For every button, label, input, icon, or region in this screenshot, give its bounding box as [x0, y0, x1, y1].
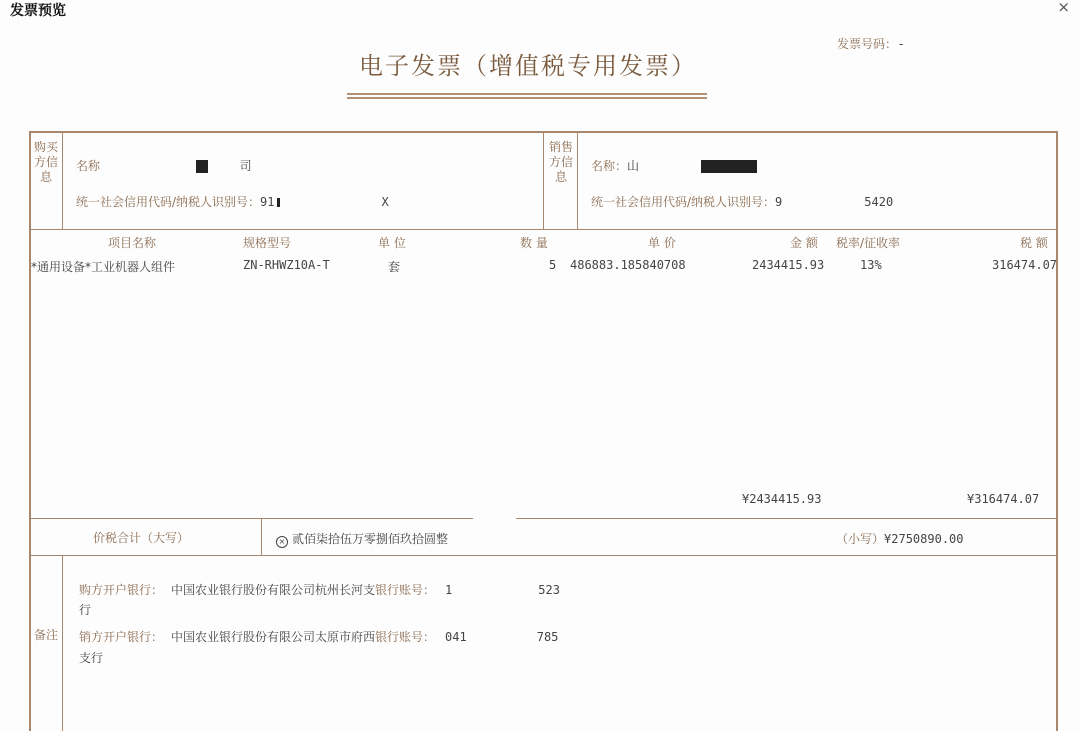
- buyer-account-label: 银行账号：: [375, 583, 436, 597]
- buyer-name: [76, 157, 252, 174]
- item-tax: 316474.07: [992, 258, 1058, 272]
- invoice-number-value: -: [899, 37, 904, 51]
- buyer-bank: [79, 581, 560, 598]
- col-header-unit: 单 位: [378, 236, 406, 250]
- remarks-label-divider: [62, 555, 63, 731]
- total-label-divider: [261, 518, 262, 555]
- col-header-spec: 规格型号: [243, 236, 292, 250]
- buyer-bank-label: 购方开户银行：: [79, 583, 164, 597]
- seller-name-label: 名称：: [591, 159, 628, 173]
- party-divider: [29, 229, 1058, 230]
- redaction-mark: [701, 160, 757, 173]
- buyer-label-divider: [62, 131, 63, 229]
- seller-tax-id: [591, 193, 893, 210]
- invoice-number: [837, 35, 903, 52]
- item-price: 486883.185840708: [570, 258, 686, 272]
- buyer-account-prefix: 1: [445, 583, 453, 597]
- buyer-bank-name: 中国农业银行股份有限公司杭州长河支: [171, 583, 376, 597]
- remarks-section-label: 备注: [33, 628, 58, 642]
- seller-tax-id-suffix: 5420: [864, 195, 894, 209]
- col-header-amount: 金 额: [790, 236, 818, 250]
- col-header-qty: 数 量: [520, 236, 548, 250]
- grand-total-words: [276, 530, 448, 548]
- col-header-price: 单 价: [648, 236, 676, 250]
- item-name: *通用设备*工业机器人组件: [31, 260, 176, 274]
- party-middle-divider: [543, 131, 544, 229]
- seller-bank-label: 销方开户银行：: [79, 630, 164, 644]
- item-unit: 套: [388, 260, 401, 274]
- items-divider-right: [516, 518, 1058, 519]
- seller-tax-id-prefix: 9: [775, 195, 783, 209]
- seller-account-prefix: 041: [445, 630, 467, 644]
- seller-section-label: 销售方信息: [548, 140, 573, 184]
- grand-total-small: [836, 530, 964, 547]
- buyer-bank-name-cont: 行: [79, 603, 92, 617]
- seller-tax-id-label: 统一社会信用代码/纳税人识别号：: [591, 195, 776, 209]
- items-divider-left: [29, 518, 473, 519]
- redaction-mark: [277, 198, 280, 207]
- seller-account-label: 银行账号：: [375, 630, 436, 644]
- title-underline: [347, 93, 707, 95]
- close-icon[interactable]: ×: [1057, 0, 1070, 16]
- item-spec: ZN-RHWZ10A-T: [243, 258, 330, 272]
- seller-label-divider: [577, 131, 578, 229]
- item-qty: 5: [549, 258, 557, 272]
- total-divider: [29, 555, 1058, 556]
- redaction-mark: [196, 160, 208, 173]
- buyer-tax-id: [76, 193, 389, 210]
- window-title: 发票预览: [10, 3, 66, 19]
- item-amount: 2434415.93: [752, 258, 825, 272]
- seller-name: [591, 157, 757, 174]
- col-header-tax: 税 额: [1020, 236, 1048, 250]
- buyer-tax-id-label: 统一社会信用代码/纳税人识别号：: [76, 195, 261, 209]
- title-underline-second: [347, 97, 707, 99]
- buyer-name-label: 名称: [76, 159, 101, 173]
- seller-account-suffix: 785: [536, 630, 559, 644]
- invoice-title: 电子发票（增值税专用发票）: [359, 52, 697, 80]
- grand-total-label: 价税合计（大写）: [93, 531, 190, 545]
- buyer-section-label: 购买方信息: [33, 140, 58, 184]
- total-amount: ¥2434415.93: [742, 492, 822, 506]
- seller-bank-name-cont: 支行: [79, 651, 104, 665]
- buyer-account-suffix: 523: [538, 583, 560, 597]
- circle-x-icon: ×: [276, 536, 288, 548]
- seller-name-value: 山: [627, 159, 640, 173]
- grand-total-small-label: （小写）: [836, 532, 885, 546]
- buyer-name-value: 司: [239, 159, 252, 173]
- grand-total-small-value: ¥2750890.00: [884, 532, 964, 546]
- item-rate: 13%: [860, 258, 882, 272]
- col-header-name: 项目名称: [108, 236, 157, 250]
- seller-bank-name: 中国农业银行股份有限公司太原市府西: [171, 630, 376, 644]
- col-header-rate: 税率/征收率: [836, 236, 901, 250]
- seller-bank: [79, 628, 558, 645]
- buyer-tax-id-suffix: X: [381, 195, 389, 209]
- total-tax: ¥316474.07: [967, 492, 1040, 506]
- grand-total-words-value: 贰佰柒拾伍万零捌佰玖拾圆整: [292, 532, 449, 546]
- invoice-number-label: 发票号码：: [837, 37, 898, 51]
- buyer-tax-id-prefix: 91: [260, 195, 275, 209]
